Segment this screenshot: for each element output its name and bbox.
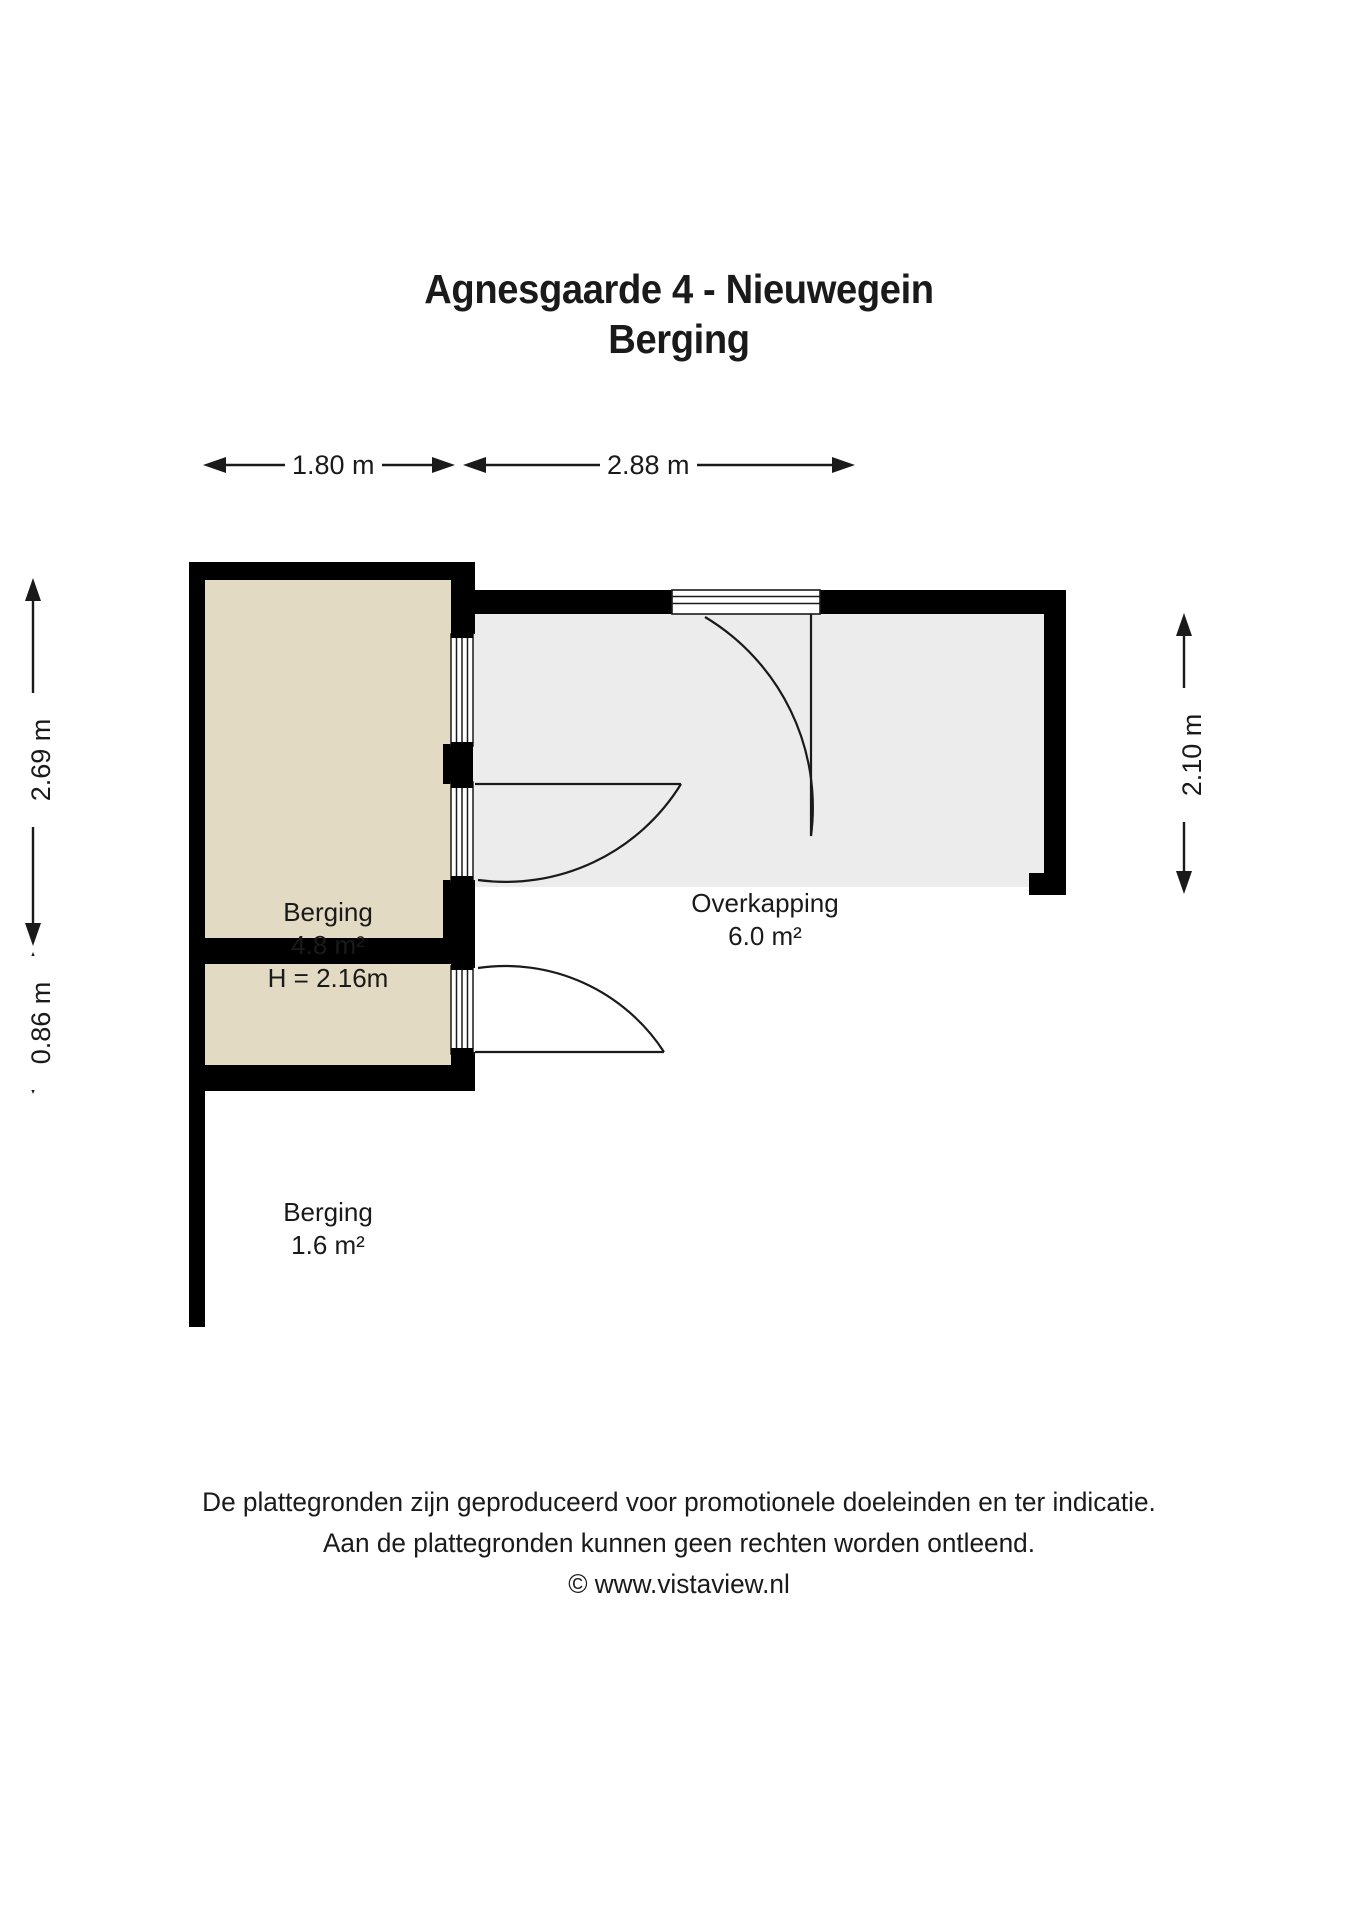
room-label-berging-upper [208,896,448,995]
arrowhead-bottom-2-69 [25,923,41,946]
room-name: Berging [283,1197,373,1227]
footer-line-1: De plattegronden zijn geproduceerd voor promotionele doeleinden en ter indicatie. [202,1487,1156,1517]
dim-label-left-upper: 2.69 m [26,693,56,827]
footer-line-2: Aan de plattegronden kunnen geen rechten worden ontleend. [322,1528,1036,1558]
room-area: 4.8 m² [291,930,365,960]
room-area: 1.6 m² [291,1230,365,1260]
door-lower-berging [475,966,664,1052]
arrowhead-bottom-2-10 [1176,871,1192,894]
page-subtitle: Berging [608,316,750,362]
wall-canopy-bottom-stub [1029,873,1066,895]
room-name: Overkapping [691,888,839,918]
arrowhead-left-1-80 [203,457,226,473]
room-height: H = 2.16m [267,963,389,993]
wall-lower-berging-right-bottom [451,1052,475,1091]
wall-bottom-outer [189,1065,475,1091]
footer-disclaimer [0,1482,1358,1605]
partition-frame-lines [451,634,473,1054]
room-fill-overkapping [470,607,1050,887]
room-area: 6.0 m² [728,921,802,951]
dim-label-left-lower: 0.86 m [26,956,56,1090]
room-label-overkapping [620,887,910,953]
arrowhead-top-2-69 [25,578,41,601]
arrowhead-right-1-80 [432,457,455,473]
wall-overkapping-top-right [818,590,1066,614]
room-name: Berging [283,897,373,927]
wall-right-outer [1044,590,1066,895]
arrowhead-top-2-10 [1176,613,1192,636]
wall-top-upper-berging [189,562,475,580]
dim-label-top-left: 1.80 m [285,450,382,480]
footer-line-3: © www.vistaview.nl [568,1569,790,1599]
page-title: Agnesgaarde 4 - Nieuwegein [424,266,934,312]
arrowhead-right-2-88 [832,457,855,473]
room-fill-berging-upper [205,578,451,938]
dim-label-top-right: 2.88 m [600,450,697,480]
window-canopy-top [672,590,820,614]
wall-overkapping-top-left [451,590,673,614]
room-label-berging-lower [208,1196,448,1262]
dim-label-right: 2.10 m [1177,688,1207,822]
arrowhead-left-2-88 [463,457,486,473]
